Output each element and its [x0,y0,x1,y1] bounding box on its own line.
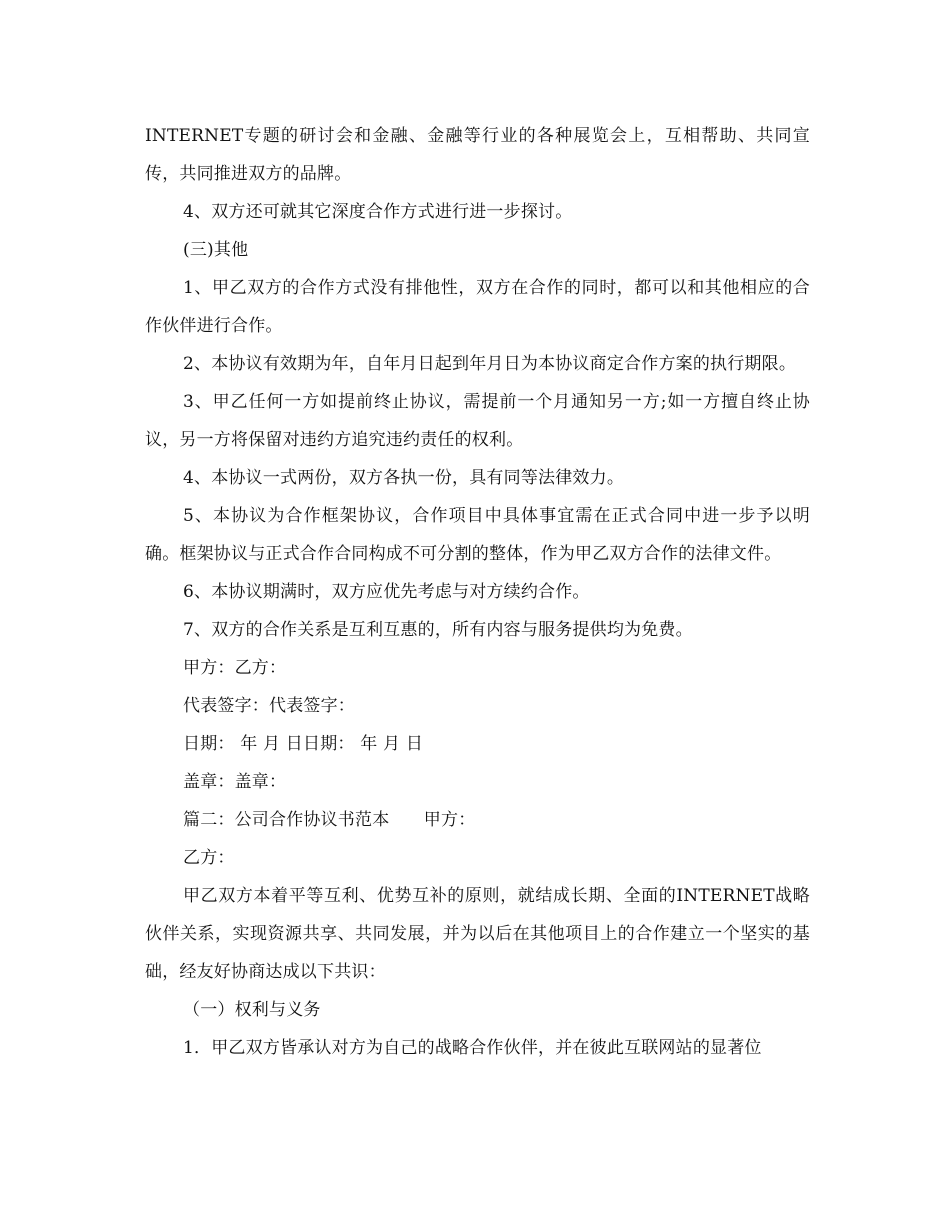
signature-parties: 甲方：乙方： [183,658,287,678]
paragraph-clause-4: 4、本协议一式两份，双方各执一份，具有同等法律效力。 [183,468,625,488]
paragraph-clause-2: 2、本协议有效期为年，自年月日起到年月日为本协议商定合作方案的执行期限。 [183,354,797,374]
paragraph-item-4: 4、双方还可就其它深度合作方式进行进一步探讨。 [183,202,573,222]
section-heading-other: (三)其他 [183,240,249,260]
party-b-line: 乙方： [183,848,235,868]
document-body [145,117,810,1067]
paragraph-clause-5: 5、本协议为合作框架协议，合作项目中具体事宜需在正式合同中进一步予以明确。框架协议与正式合作合同构成不可分割的整体，作为甲乙双方合作的法律文件。 [145,506,810,564]
part-two-title: 篇二：公司合作协议书范本 甲方： [183,810,476,830]
signature-dates: 日期： 年 月 日日期： 年 月 日 [183,734,424,754]
preamble-paragraph: 甲乙双方本着平等互利、优势互补的原则，就结成长期、全面的INTERNET战略伙伴关系，实现资源共享、共同发展，并为以后在其他项目上的合作建立一个坚实的基础，经友好协商达成以下共识： [145,886,810,982]
paragraph-rights-1: 1．甲乙双方皆承认对方为自己的战略合作伙伴，并在彼此互联网站的显著位 [183,1038,762,1058]
paragraph-clause-7: 7、双方的合作关系是互利互惠的，所有内容与服务提供均为免费。 [183,620,693,640]
paragraph-continuation: INTERNET专题的研讨会和金融、金融等行业的各种展览会上，互相帮助、共同宣传，共同推进双方的品牌。 [145,126,810,184]
paragraph-clause-1: 1、甲乙双方的合作方式没有排他性，双方在合作的同时，都可以和其他相应的合作伙伴进行合作。 [145,278,810,336]
signature-representatives: 代表签字：代表签字： [183,696,355,716]
section-heading-rights: （一）权利与义务 [183,1000,321,1020]
signature-seals: 盖章：盖章： [183,772,287,792]
paragraph-clause-6: 6、本协议期满时，双方应优先考虑与对方续约合作。 [183,582,590,602]
paragraph-clause-3: 3、甲乙任何一方如提前终止协议，需提前一个月通知另一方;如一方擅自终止协议，另一方将保留对违约方追究违约责任的权利。 [145,392,810,450]
